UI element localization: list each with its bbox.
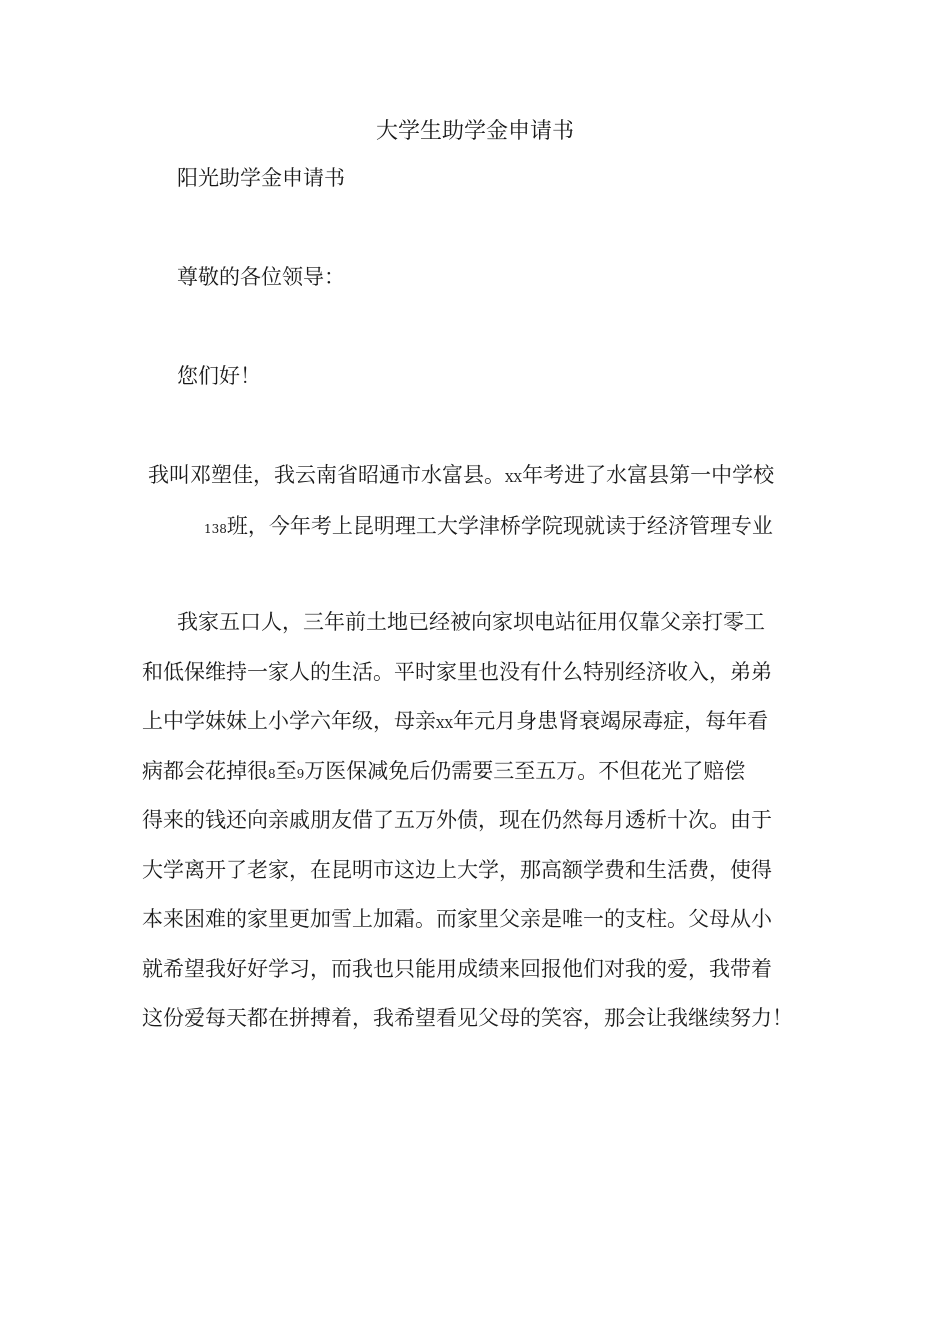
body-paragraph [142, 607, 812, 1053]
paragraph-line: 本来困难的家里更加雪上加霜。而家里父亲是唯一的支柱。父母从小 [142, 907, 772, 931]
paragraph-number: 9 [296, 766, 305, 781]
paragraph-line: 和低保维持一家人的生活。平时家里也没有什么特别经济收入，弟弟 [142, 659, 772, 684]
paragraph-line: 我家五口人，三年前土地已经被向家坝电站征用仅靠父亲打零工 [177, 610, 765, 634]
paragraph-number: 8 [268, 766, 276, 781]
intro-year-number: XX [505, 471, 523, 485]
paragraph-text: 病都会花掉很 [142, 758, 268, 783]
paragraph-text: 上中学妹妹上小学六年级，母亲 [142, 709, 436, 733]
intro-text: 我叫邓塑佳，我云南省昭通市水富县。 [148, 463, 505, 487]
intro-text: 年考进了水富县第一中学校 [522, 463, 775, 487]
salutation: 尊敬的各位领导： [177, 265, 345, 289]
paragraph-line: 大学离开了老家，在昆明市这边上大学，那高额学费和生活费，使得 [142, 857, 772, 882]
paragraph-line: 得来的钱还向亲戚朋友借了五万外债，现在仍然每月透析十次。由于 [142, 808, 772, 832]
document-subtitle: 阳光助学金申请书 [177, 166, 345, 190]
paragraph-text: 至 [275, 758, 297, 783]
paragraph-line [142, 756, 812, 806]
intro-line-1 [148, 460, 774, 493]
paragraph-text: 万医保减免后仍需要三至五万。不但花光了赔偿 [304, 758, 746, 783]
intro-line-2 [204, 511, 773, 544]
paragraph-line: 这份爱每天都在拼搏着，我希望看见父母的笑容，那会让我继续努力！ [142, 1006, 793, 1030]
paragraph-text: 年元月身患肾衰竭尿毒症，每年看 [453, 709, 769, 733]
paragraph-year-number: XX [436, 717, 454, 731]
intro-text: 班，今年考上昆明理工大学津桥学院现就读于经济管理专业 [226, 514, 773, 538]
intro-class-number: 138 [204, 522, 227, 536]
greeting: 您们好！ [177, 364, 261, 388]
document-title: 大学生助学金申请书 [375, 119, 574, 144]
paragraph-line [142, 706, 812, 756]
paragraph-line: 就希望我好好学习，而我也只能用成绩来回报他们对我的爱，我带着 [142, 956, 772, 981]
